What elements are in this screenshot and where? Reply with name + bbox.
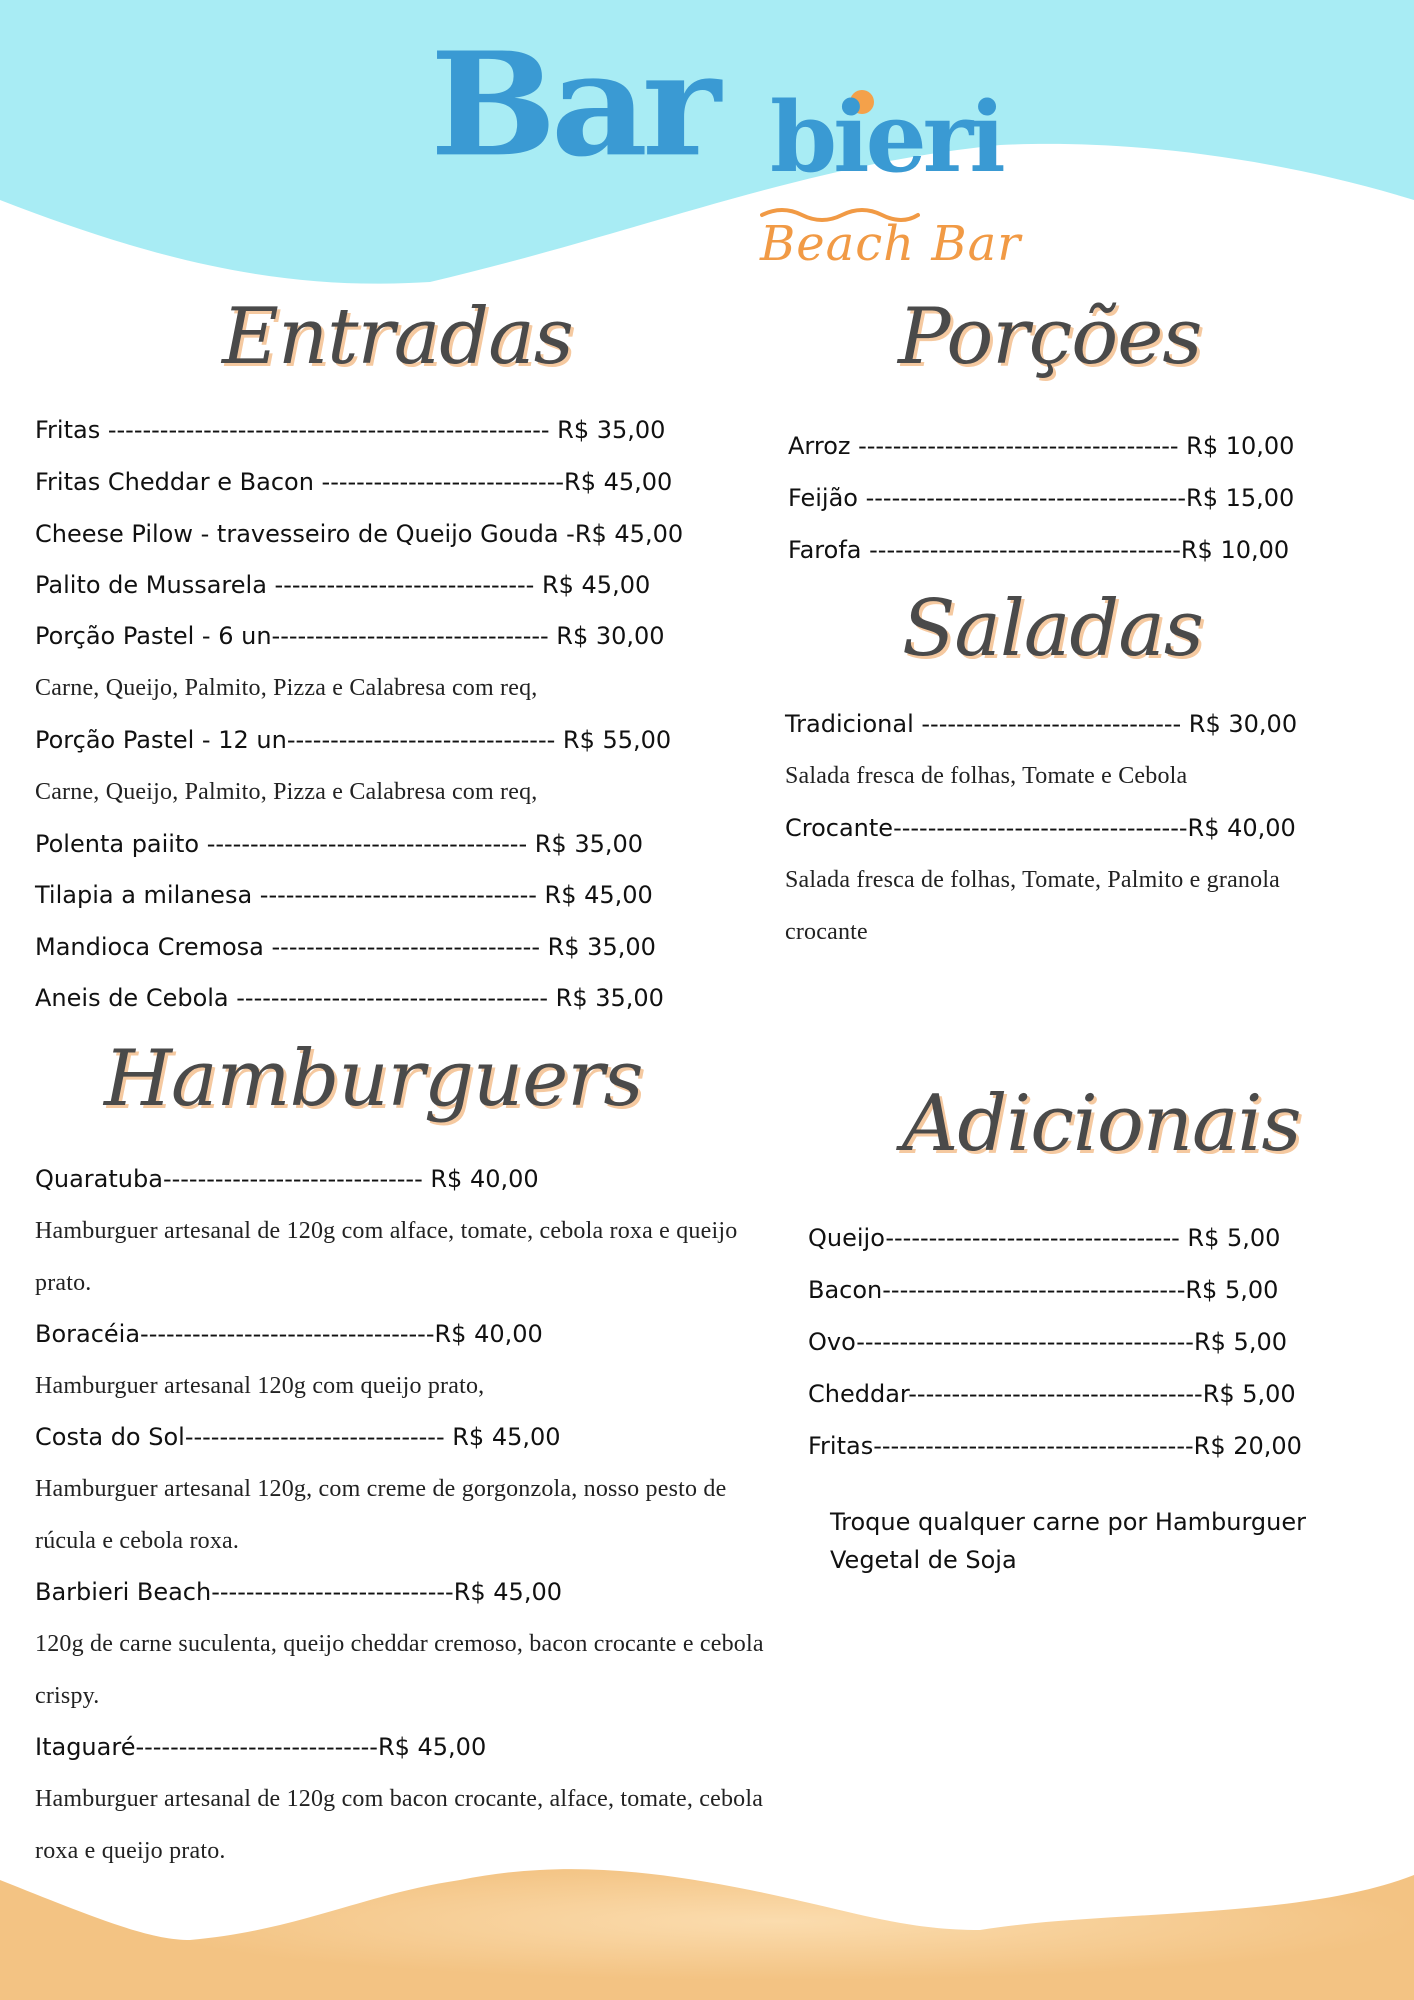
logo-tagline: Beach Bar <box>760 216 1022 272</box>
menu-item-description: Hamburguer artesanal 120g com queijo prato, <box>35 1373 485 1399</box>
menu-item: Porção Pastel - 6 un-------------------------------- R$ 30,00 <box>35 622 665 650</box>
section-title-hamburguers: Hamburguers <box>104 1034 643 1124</box>
menu-item-description: Hamburguer artesanal de 120g com alface, tomate, cebola roxa e queijo prato. <box>35 1218 738 1296</box>
menu-item: Porção Pastel - 12 un------------------------------- R$ 55,00 <box>35 726 672 754</box>
menu-item-description: Carne, Queijo, Palmito, Pizza e Calabresa com req, <box>35 779 538 805</box>
menu-item: Crocante----------------------------------R$ 40,00 <box>785 814 1296 842</box>
menu-item: Quaratuba------------------------------ R$ 40,00 <box>35 1165 539 1193</box>
menu-item-description: 120g de carne suculenta, queijo cheddar cremoso, bacon crocante e cebola crispy. <box>35 1631 764 1709</box>
menu-item: Aneis de Cebola ------------------------------------ R$ 35,00 <box>35 984 664 1012</box>
menu-item: Cheddar----------------------------------R$ 5,00 <box>808 1380 1296 1408</box>
menu-item-description: Carne, Queijo, Palmito, Pizza e Calabresa com req, <box>35 675 538 701</box>
menu-item: Cheese Pilow - travesseiro de Queijo Gouda -R$ 45,00 <box>35 520 684 548</box>
section-title-porcoes: Porções <box>898 292 1202 382</box>
menu-item: Fritas-------------------------------------R$ 20,00 <box>808 1432 1302 1460</box>
menu-item: Costa do Sol------------------------------ R$ 45,00 <box>35 1423 561 1451</box>
menu-item: Arroz ------------------------------------- R$ 10,00 <box>788 432 1295 460</box>
menu-item-description: Hamburguer artesanal de 120g com bacon crocante, alface, tomate, cebola roxa e queijo prato. <box>35 1786 764 1864</box>
menu-item: Ovo---------------------------------------R$ 5,00 <box>808 1328 1287 1356</box>
menu-item-description: Salada fresca de folhas, Tomate e Cebola <box>785 763 1188 789</box>
menu-item: Barbieri Beach----------------------------R$ 45,00 <box>35 1578 562 1606</box>
menu-item: Queijo---------------------------------- R$ 5,00 <box>808 1224 1281 1252</box>
section-title-saladas: Saladas <box>902 584 1203 674</box>
menu-item: Tradicional ------------------------------ R$ 30,00 <box>785 710 1298 738</box>
logo-wordmark-bieri: bieri <box>770 81 1002 194</box>
section-title-adicionais: Adicionais <box>902 1079 1301 1169</box>
menu-item: Bacon-----------------------------------R$ 5,00 <box>808 1276 1279 1304</box>
menu-item: Tilapia a milanesa -------------------------------- R$ 45,00 <box>35 881 653 909</box>
menu-item: Feijão -------------------------------------R$ 15,00 <box>788 484 1295 512</box>
menu-item: Farofa ------------------------------------R$ 10,00 <box>788 536 1290 564</box>
menu-item: Itaguaré----------------------------R$ 45,00 <box>35 1733 487 1761</box>
menu-item-description: Salada fresca de folhas, Tomate, Palmito e granola crocante <box>785 867 1281 945</box>
vegetarian-swap-note: Troque qualquer carne por Hamburguer Vegetal de Soja <box>830 1508 1306 1574</box>
menu-item: Fritas Cheddar e Bacon ----------------------------R$ 45,00 <box>35 468 673 496</box>
menu-item: Mandioca Cremosa ------------------------------- R$ 35,00 <box>35 933 656 961</box>
menu-item-description: Hamburguer artesanal 120g, com creme de gorgonzola, nosso pesto de rúcula e cebola roxa. <box>35 1476 727 1554</box>
logo-wordmark-bar: Bar <box>430 21 716 189</box>
section-title-entradas: Entradas <box>222 292 573 382</box>
menu-item: Fritas --------------------------------------------------- R$ 35,00 <box>35 416 666 444</box>
barbieri-logo <box>430 21 1030 272</box>
menu-item: Polenta paiito ------------------------------------- R$ 35,00 <box>35 830 644 858</box>
menu-item: Boracéia----------------------------------R$ 40,00 <box>35 1320 543 1348</box>
menu-item: Palito de Mussarela ------------------------------ R$ 45,00 <box>35 571 651 599</box>
